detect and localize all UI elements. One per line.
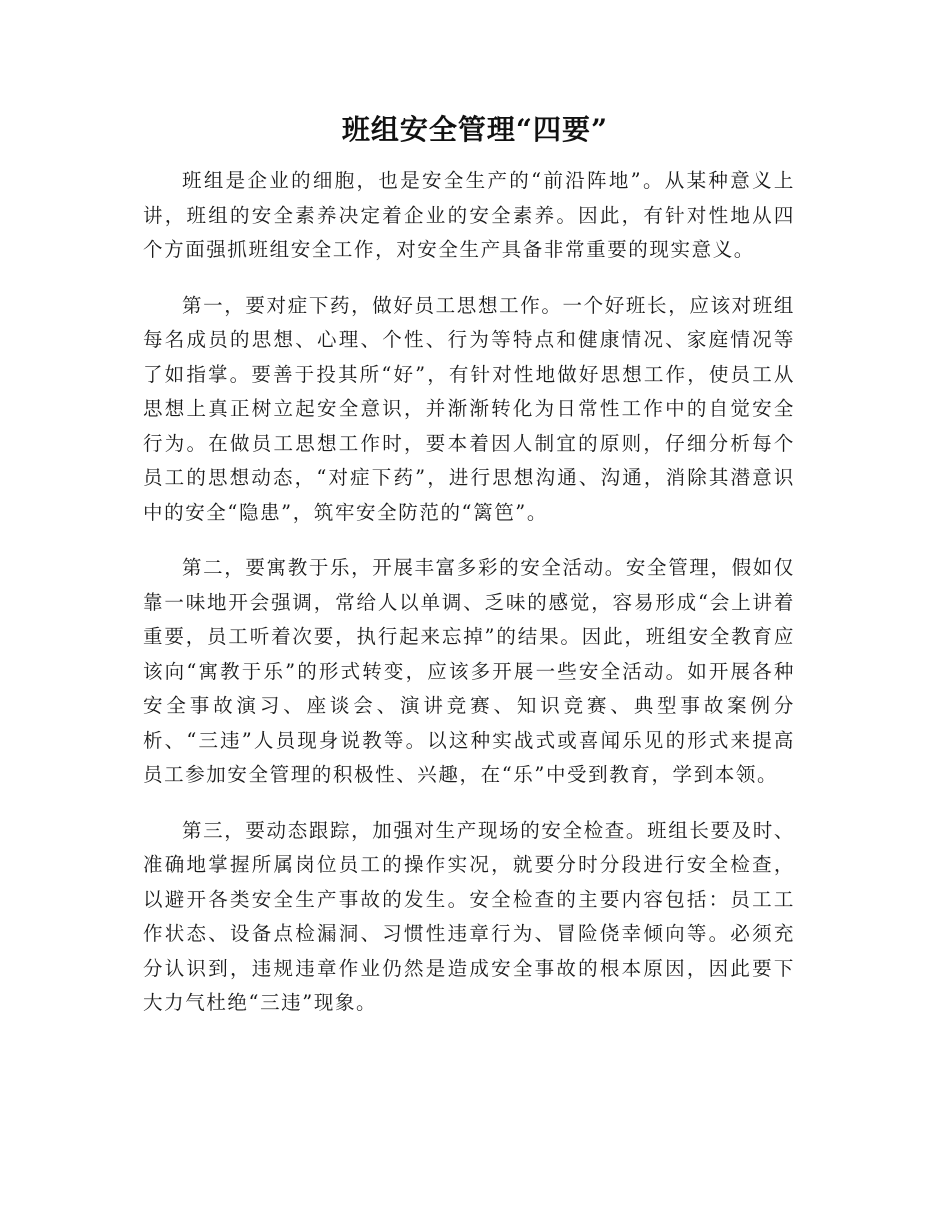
paragraph-first-point: 第一，要对症下药，做好员工思想工作。一个好班长，应该对班组每名成员的思想、心理、个性、行为等特点和健康情况、家庭情况等了如指掌。要善于投其所“好”，有针对性地做好思想工作，使员工从思想上真正树立起安全意识，并渐渐转化为日常性工作中的自觉安全行为。在做员工思想工作时，要本着因人制宜的原则，仔细分析每个员工的思想动态，“对症下药”，进行思想沟通、沟通，消除其潜意识中的安全“隐患”，筑牢安全防范的“篱笆”。	[143, 293, 795, 524]
paragraph-second-point: 第二，要寓教于乐，开展丰富多彩的安全活动。安全管理，假如仅靠一味地开会强调，常给人以单调、乏味的感觉，容易形成“会上讲着重要，员工听着次要，执行起来忘掉”的结果。因此，班组安全教育应该向“寓教于乐”的形式转变，应该多开展一些安全活动。如开展各种安全事故演习、座谈会、演讲竞赛、知识竞赛、典型事故案例分析、“三违”人员现身说教等。以这种实战式或喜闻乐见的形式来提高员工参加安全管理的积极性、兴趣，在“乐”中受到教育，学到本领。	[143, 556, 795, 786]
document-body	[143, 164, 795, 1042]
document-title: 班组安全管理“四要”	[341, 113, 609, 146]
paragraph-third-point: 第三，要动态跟踪，加强对生产现场的安全检查。班组长要及时、准确地掌握所属岗位员工的操作实况，就要分时分段进行安全检查，以避开各类安全生产事故的发生。安全检查的主要内容包括：员工工作状态、设备点检漏洞、习惯性违章行为、冒险侥幸倾向等。必须充分认识到，违规违章作业仍然是造成安全事故的根本原因，因此要下大力气杜绝“三违”现象。	[143, 818, 795, 1014]
paragraph-intro: 班组是企业的细胞，也是安全生产的“前沿阵地”。从某种意义上讲，班组的安全素养决定着企业的安全素养。因此，有针对性地从四个方面强抓班组安全工作，对安全生产具备非常重要的现实意义。	[143, 169, 795, 261]
